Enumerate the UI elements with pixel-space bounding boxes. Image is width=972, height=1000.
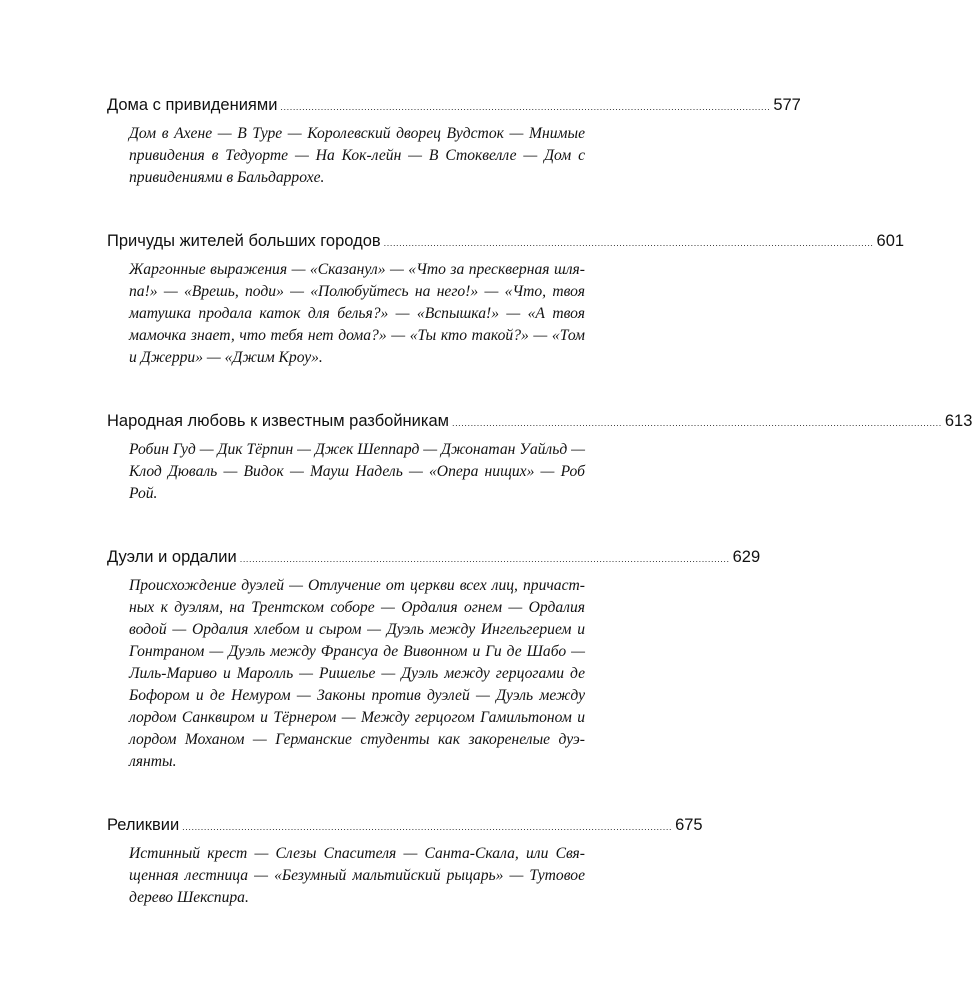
toc-entry-heading[interactable] (107, 230, 905, 252)
dot-leader: .............................................................................................................................................................. (383, 238, 874, 248)
toc-entry (107, 230, 905, 369)
dot-leader: .............................................................................................................................................................. (451, 418, 942, 428)
toc-entry (107, 814, 703, 909)
entry-description: Происхождение дуэлей — Отлучение от церкви всех лиц, причастных к дуэлям, на Трентском соборе — Ордалия огнем — Ордалия водой — Ордалия хлебом и сыром — Дуэль между Ингельгерием и Гонтраном — Дуэль между Франсуа де Вивонном и Ги де Шабо — Лиль-Мариво и Маролль — Ришелье — Дуэль между герцогами де Бофором и де Немуром — Законы против дуэлей — Дуэль между лордом Санквиром и Тёрнером — Между герцогом Гамильтоном и лордом Моханом — Германские студенты как закоренелые дуэлянты. (129, 577, 585, 770)
toc-entry-heading[interactable] (107, 814, 703, 836)
dot-leader: .............................................................................................................................................................. (182, 822, 673, 832)
entry-title: Народная любовь к известным разбойникам (107, 412, 449, 430)
table-of-contents (107, 94, 972, 950)
entry-description: Дом в Ахене — В Туре — Королевский дворец Вудсток — Мнимые привидения в Тедуорте — На Кок-лейн — В Стоквелле — Дом с привидениями в Бальдаррохе. (129, 125, 585, 186)
page-number: 613 (944, 412, 972, 430)
toc-entry-heading[interactable] (107, 94, 801, 116)
toc-entry (107, 546, 761, 773)
toc-entry-heading[interactable] (107, 546, 761, 568)
dot-leader: .............................................................................................................................................................. (239, 554, 730, 564)
page-number: 577 (773, 96, 801, 114)
toc-entry (107, 94, 801, 189)
dot-leader: .............................................................................................................................................................. (280, 102, 771, 112)
entry-description: Робин Гуд — Дик Тёрпин — Джек Шеппард — Джонатан Уайльд — Клод Дюваль — Видок — Мауш Надель — «Опера нищих» — Роб Рой. (129, 441, 585, 502)
toc-entry-heading[interactable] (107, 410, 972, 432)
entry-title: Причуды жителей больших городов (107, 232, 381, 250)
entry-description: Истинный крест — Слезы Спасителя — Санта-Скала, или Священная лестница — «Безумный мальтийский рыцарь» — Тутовое дерево Шекспира. (129, 845, 585, 906)
entry-description: Жаргонные выражения — «Сказанул» — «Что за прескверная шляпа!» — «Врешь, поди» — «Полюбуйтесь на него!» — «Что, твоя матушка продала каток для белья?» — «Вспышка!» — «А твоя мамочка знает, что тебя нет дома?» — «Ты кто такой?» — «Том и Джерри» — «Джим Кроу». (129, 261, 585, 366)
toc-entry (107, 410, 972, 505)
page-number: 601 (876, 232, 905, 250)
entry-title: Реликвии (107, 816, 180, 834)
page-number: 675 (675, 816, 703, 834)
entry-title: Дуэли и ордалии (107, 548, 237, 566)
page-number: 629 (732, 548, 761, 566)
entry-title: Дома с привидениями (107, 96, 278, 114)
